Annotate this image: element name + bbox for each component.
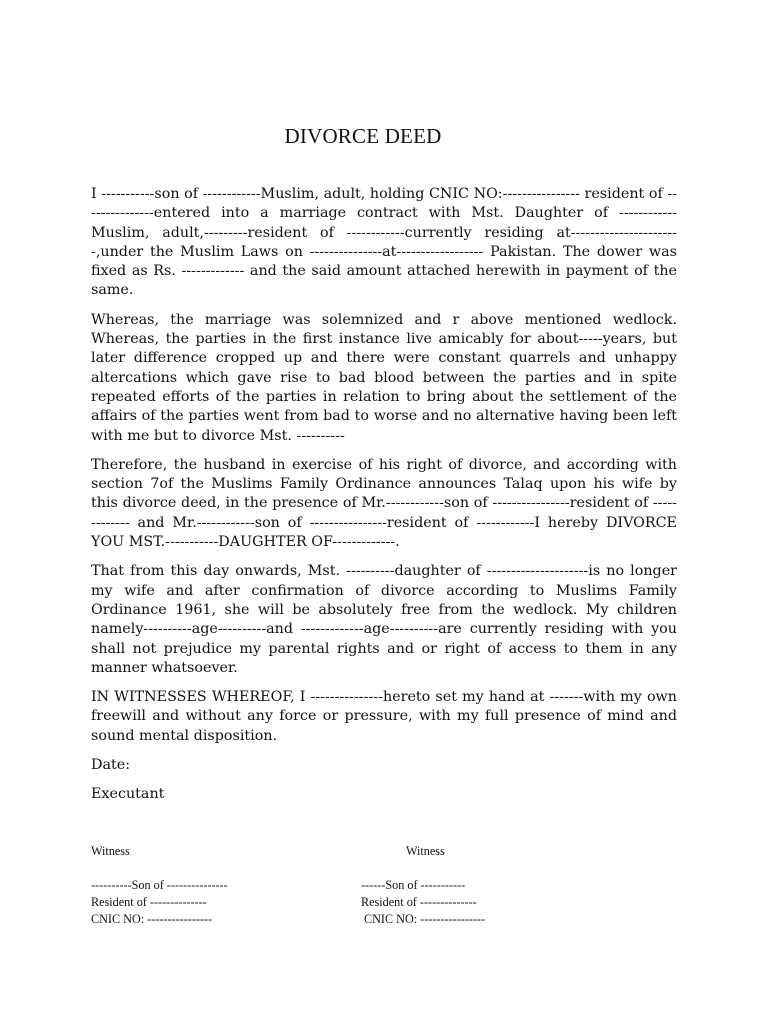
paragraph-therefore: Therefore, the husband in exercise of his right of divorce, and according with section 7of the Muslims Family Ordinance announces Talaq upon his wife by this divorce deed, in the presence of Mr.------------son of ----------------resident of ------------- and Mr.------------son of ----------------resident of ------------I hereby DIVORCE YOU MST.-----------DAUGHTER OF-------------. bbox=[91, 456, 677, 551]
paragraph-onwards: That from this day onwards, Mst. ----------daughter of ---------------------is no longer my wife and after confirmation of divorce according to Muslims Family Ordinance 1961, she will be absolutely free from the wedlock. My children namely----------age----------and -------------age----------are currently residing with you shall not prejudice my parental rights and or right of access to them in any manner whatsoever. bbox=[91, 563, 677, 676]
witness-left-block bbox=[91, 843, 228, 927]
executant-label: Executant bbox=[91, 786, 165, 803]
witness-right-resident-of: Resident of -------------- bbox=[361, 894, 477, 909]
witness-left-son-of: ----------Son of --------------- bbox=[91, 878, 228, 892]
witness-right-cnic: CNIC NO: ---------------- bbox=[364, 911, 486, 926]
witness-right-son-of: ------Son of ----------- bbox=[361, 878, 466, 892]
document-body bbox=[91, 185, 677, 815]
witness-left-cnic: CNIC NO: ---------------- bbox=[91, 911, 213, 926]
witness-right-block bbox=[361, 843, 485, 927]
paragraph-parties: I -----------son of ------------Muslim, adult, holding CNIC NO:---------------- resident of ---------------entered into a marriage contract with Mst. Daughter of ------------Muslim, adult,---------resident of ------------currently residing at-----------------------,under the Muslim Laws on ---------------at------------------ Pakistan. The dower was fixed as Rs. ------------- and the said amount attached herewith in payment of the same. bbox=[91, 186, 677, 299]
paragraph-witnesses-whereof: IN WITNESSES WHEREOF, I ---------------hereto set my hand at -------with my own freewill and without any force or pressure, with my full presence of mind and sound mental disposition. bbox=[91, 689, 677, 744]
witness-left-resident-of: Resident of -------------- bbox=[91, 894, 207, 909]
witness-left-heading: Witness bbox=[91, 844, 130, 858]
date-label: Date: bbox=[91, 757, 131, 774]
paragraph-whereas: Whereas, the marriage was solemnized and r above mentioned wedlock. Whereas, the parties in the first instance live amicably for about-----years, but later difference cropped up and there were constant quarrels and unhappy altercations which gave rise to bad blood between the parties and in spite repeated efforts of the parties in relation to bring about the settlement of the affairs of the parties went from bad to worse and no alternative having been left with me but to divorce Mst. ---------- bbox=[91, 311, 677, 444]
document-title: DIVORCE DEED bbox=[284, 124, 442, 148]
witness-right-heading: Witness bbox=[406, 844, 445, 858]
